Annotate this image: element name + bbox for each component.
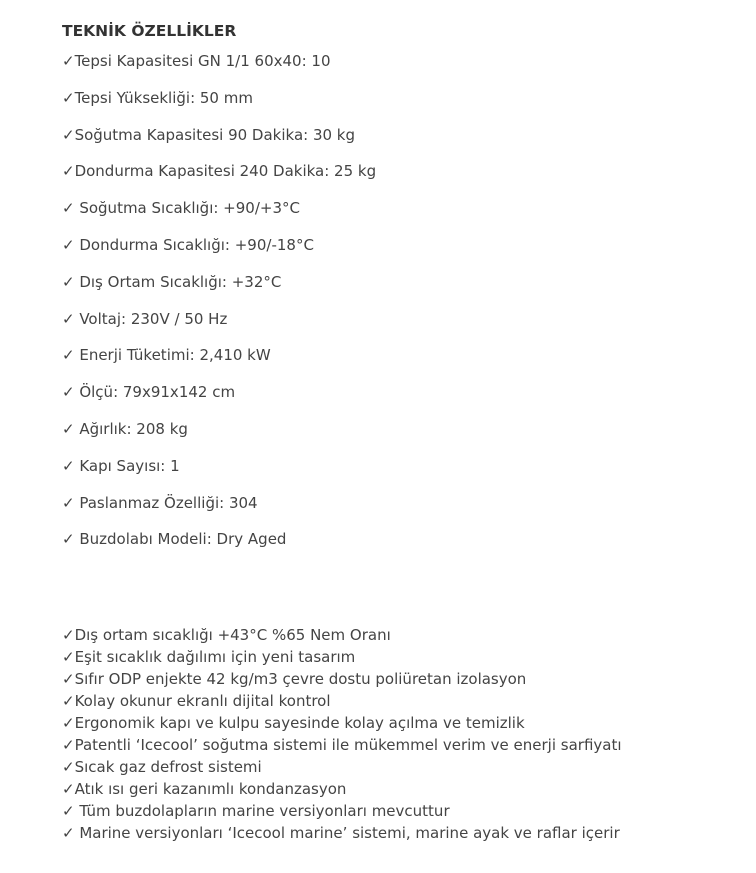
spec-item-freezing-temperature: ✓ Dondurma Sıcaklığı: +90/-18°C <box>62 235 314 254</box>
spec-item-dimensions: ✓ Ölçü: 79x91x142 cm <box>62 383 236 402</box>
spec-item-stainless-grade: ✓ Paslanmaz Özelliği: 304 <box>62 493 258 512</box>
feature-item: ✓Sıfır ODP enjekte 42 kg/m3 çevre dostu poliüretan izolasyon <box>62 670 527 688</box>
spec-item-fridge-model: ✓ Buzdolabı Modeli: Dry Aged <box>62 530 287 549</box>
feature-item: ✓Ergonomik kapı ve kulpu sayesinde kolay açılma ve temizlik <box>62 714 525 732</box>
feature-item: ✓Dış ortam sıcaklığı +43°C %65 Nem Oranı <box>62 626 391 644</box>
spec-item-weight: ✓ Ağırlık: 208 kg <box>62 419 188 438</box>
feature-item: ✓ Tüm buzdolapların marine versiyonları mevcuttur <box>62 802 450 820</box>
feature-item: ✓Patentli ‘Icecool’ soğutma sistemi ile mükemmel verim ve enerji sarfiyatı <box>62 736 622 754</box>
specifications-section <box>62 18 742 563</box>
spec-item-door-count: ✓ Kapı Sayısı: 1 <box>62 456 180 475</box>
spec-list <box>62 48 742 563</box>
spec-item-tray-capacity: ✓Tepsi Kapasitesi GN 1/1 60x40: 10 <box>62 52 331 70</box>
feature-item: ✓Eşit sıcaklık dağılımı için yeni tasarım <box>62 648 356 666</box>
feature-item: ✓Kolay okunur ekranlı dijital kontrol <box>62 692 331 710</box>
spec-item-cooling-capacity: ✓Soğutma Kapasitesi 90 Dakika: 30 kg <box>62 125 356 144</box>
feature-list <box>62 624 742 844</box>
spec-item-voltage: ✓ Voltaj: 230V / 50 Hz <box>62 309 228 328</box>
feature-item: ✓Sıcak gaz defrost sistemi <box>62 758 262 776</box>
spec-item-energy-consumption: ✓ Enerji Tüketimi: 2,410 kW <box>62 346 271 365</box>
feature-item: ✓Atık ısı geri kazanımlı kondanzasyon <box>62 780 347 798</box>
feature-item: ✓ Marine versiyonları ‘Icecool marine’ sistemi, marine ayak ve raflar içerir <box>62 824 620 842</box>
spec-item-cooling-temperature: ✓ Soğutma Sıcaklığı: +90/+3°C <box>62 199 300 218</box>
section-heading: TEKNİK ÖZELLİKLER <box>62 22 237 40</box>
spec-item-ambient-temperature: ✓ Dış Ortam Sıcaklığı: +32°C <box>62 272 282 291</box>
spec-item-freezing-capacity: ✓Dondurma Kapasitesi 240 Dakika: 25 kg <box>62 162 377 181</box>
spec-item-tray-height: ✓Tepsi Yüksekliği: 50 mm <box>62 88 253 107</box>
